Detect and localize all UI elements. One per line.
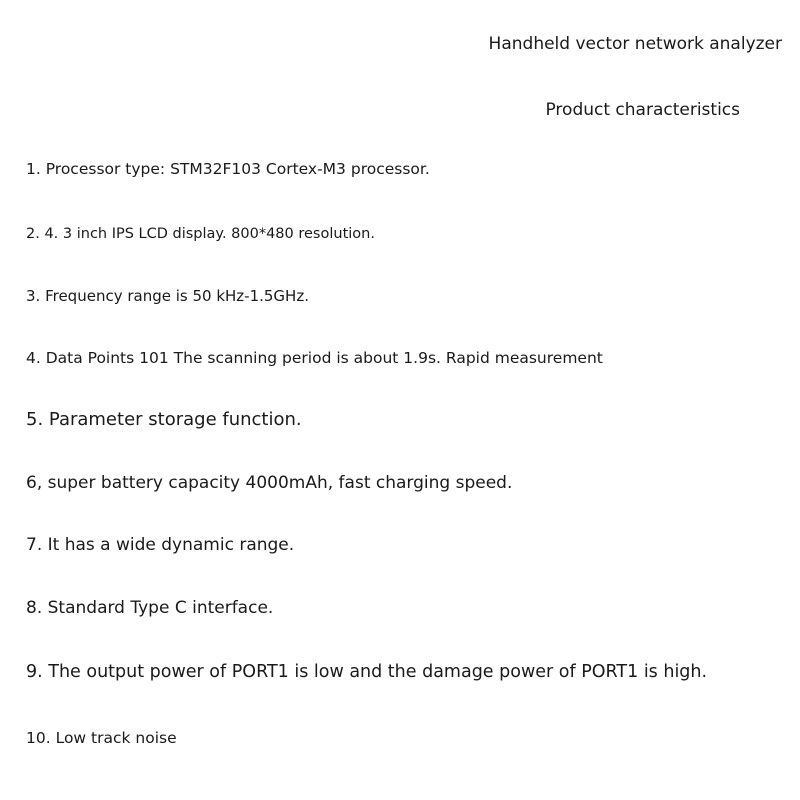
feature-item-display: 2. 4. 3 inch IPS LCD display. 800*480 resolution. [26,226,375,242]
feature-item-interface: 8. Standard Type C interface. [26,598,274,618]
feature-item-noise: 10. Low track noise [26,729,177,747]
page-title: Handheld vector network analyzer [488,34,782,54]
feature-item-processor: 1. Processor type: STM32F103 Cortex-M3 processor. [26,160,430,178]
feature-item-battery: 6, super battery capacity 4000mAh, fast charging speed. [26,473,513,493]
feature-item-frequency: 3. Frequency range is 50 kHz-1.5GHz. [26,287,309,305]
feature-item-storage: 5. Parameter storage function. [26,409,302,430]
feature-item-dynamic-range: 7. It has a wide dynamic range. [26,535,295,555]
feature-item-port-power: 9. The output power of PORT1 is low and the damage power of PORT1 is high. [26,662,708,682]
section-heading: Product characteristics [545,100,740,120]
feature-item-data-points: 4. Data Points 101 The scanning period is about 1.9s. Rapid measurement [26,349,603,367]
